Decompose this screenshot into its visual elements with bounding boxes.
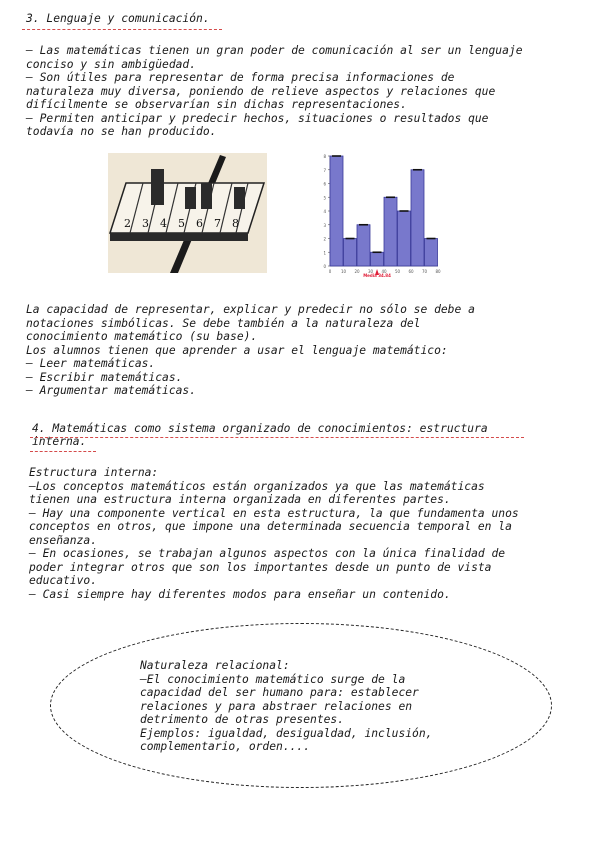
y-tick-label: 2: [323, 236, 326, 242]
text-line: difícilmente se observarían sin dichas representaciones.: [26, 98, 407, 111]
text-line: Los alumnos tienen que aprender a usar el lenguaje matemático:: [26, 343, 448, 357]
x-tick-label: 30: [367, 269, 374, 274]
text-line: – Hay una componente vertical en esta estructura, la que fundamenta unos: [29, 506, 519, 520]
key-label: 7: [214, 217, 221, 230]
text-line: – Escribir matemáticas.: [26, 370, 183, 384]
key-label: 4: [160, 217, 167, 230]
y-tick-label: 8: [323, 154, 326, 159]
text-line: Naturaleza relacional:: [140, 659, 290, 672]
x-tick-label: 70: [421, 269, 428, 274]
text-line: – Son útiles para representar de forma precisa informaciones de: [26, 71, 455, 84]
x-tick-label: 50: [394, 269, 401, 274]
histogram-bar: [425, 239, 438, 267]
number-keys-illustration: [108, 153, 267, 273]
text-line: tienen una estructura interna organizada en diferentes partes.: [29, 493, 451, 506]
text-line: conciso y sin ambigüedad.: [26, 57, 197, 71]
y-tick-label: 1: [323, 250, 326, 256]
histogram-svg: [312, 150, 442, 278]
section-3-heading: 3. Lenguaje y comunicación.: [26, 12, 210, 25]
text-line: – Permiten anticipar y predecir hechos, situaciones o resultados que: [26, 111, 489, 125]
key-label: 6: [196, 217, 203, 230]
section-4-heading-line-1: 4. Matemáticas como sistema organizado de conocimientos: estructura: [32, 422, 488, 435]
text-line: conocimiento matemático (su base).: [26, 330, 258, 343]
text-line: detrimento de otras presentes.: [140, 713, 345, 726]
section-4-heading-rule-2: [30, 451, 96, 452]
text-line: relaciones y para abstraer relaciones en: [140, 699, 413, 713]
text-line: educativo.: [29, 574, 98, 587]
text-line: – En ocasiones, se trabajan algunos aspectos con la única finalidad de: [29, 547, 506, 560]
text-line: poder integrar otros que son los importantes desde un punto de vista: [29, 560, 492, 574]
x-tick-label: 60: [408, 269, 414, 274]
text-line: Estructura interna:: [29, 466, 159, 479]
text-line: – Leer matemáticas.: [26, 357, 156, 370]
histogram-bar: [398, 211, 411, 266]
text-line: enseñanza.: [29, 533, 98, 547]
histogram-bar: [344, 239, 357, 267]
text-line: – Argumentar matemáticas.: [26, 384, 197, 397]
y-tick-label: 4: [323, 209, 326, 214]
text-line: – Casi siempre hay diferentes modos para enseñar un contenido.: [29, 587, 451, 601]
histogram-chart: [312, 150, 442, 278]
text-line: Ejemplos: igualdad, desigualdad, inclusión,: [140, 726, 433, 740]
x-tick-label: 20: [354, 269, 360, 274]
text-line: –El conocimiento matemático surge de la: [140, 672, 406, 686]
y-tick-label: 6: [323, 181, 326, 187]
text-line: –Los conceptos matemáticos están organizados ya que las matemáticas: [29, 479, 485, 493]
key-label: 8: [232, 217, 239, 230]
y-tick-label: 5: [323, 195, 326, 201]
y-tick-label: 0: [323, 264, 326, 269]
text-line: – Las matemáticas tienen un gran poder de comunicación al ser un lenguaje: [26, 44, 523, 57]
y-tick-label: 3: [323, 222, 326, 228]
text-line: La capacidad de representar, explicar y predecir no sólo se debe a: [26, 303, 475, 316]
histogram-bar: [371, 252, 384, 266]
text-line: conceptos en otros, que impone una determinada secuencia temporal en la: [29, 520, 512, 533]
text-line: notaciones simbólicas. Se debe también a la naturaleza del: [26, 316, 421, 330]
key-label: 5: [178, 217, 185, 230]
text-line: complementario, orden....: [140, 740, 311, 753]
text-line: naturaleza muy diversa, poniendo de relieve aspectos y relaciones que: [26, 84, 496, 98]
number-keys-drawing: [108, 153, 267, 273]
block: [201, 183, 212, 209]
key-label: 3: [142, 217, 149, 230]
histogram-bar: [411, 170, 424, 266]
block: [234, 187, 245, 209]
x-tick-label: 80: [435, 269, 441, 274]
x-tick-label: 40: [381, 269, 387, 274]
section-4-heading-line-2: interna.: [32, 435, 87, 448]
x-tick-label: 10: [340, 269, 347, 274]
board-edge: [110, 233, 248, 241]
mean-annotation: Media 34.84: [363, 273, 391, 278]
key-label: 2: [124, 217, 131, 230]
text-line: capacidad del ser humano para: establecer: [140, 686, 419, 699]
section-4-heading-rule: [30, 437, 524, 438]
x-tick-label: 0: [328, 269, 332, 274]
text-line: todavía no se han producido.: [26, 125, 217, 138]
tall-block: [151, 169, 164, 205]
histogram-bar: [330, 156, 343, 266]
histogram-bar: [357, 225, 370, 266]
section-3-heading-rule: [22, 29, 222, 30]
y-tick-label: 7: [323, 167, 326, 173]
block: [185, 187, 196, 209]
histogram-bar: [384, 197, 397, 266]
